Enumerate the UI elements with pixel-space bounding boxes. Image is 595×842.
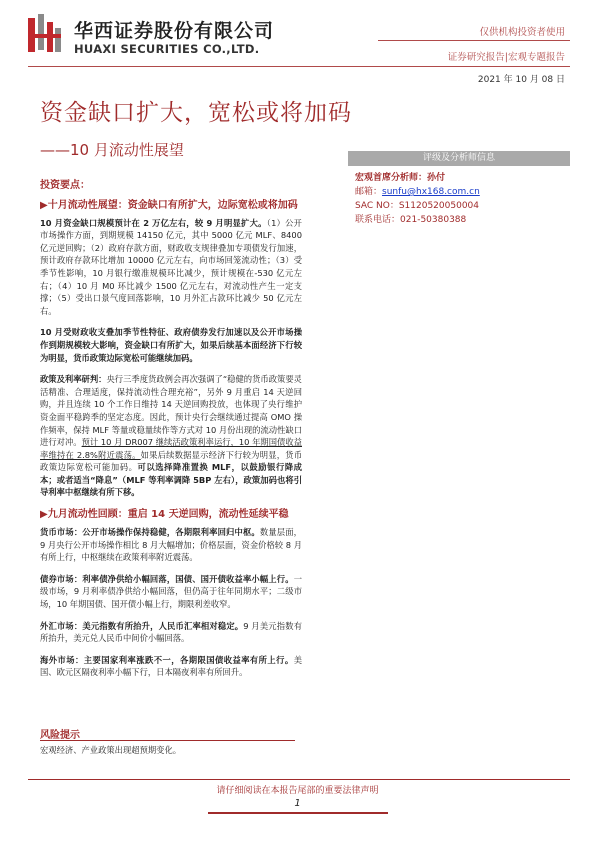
- overseas-market-lead: 海外市场：主要国家利率涨跌不一，各期限国债收益率有所上行。: [40, 654, 294, 665]
- fx-market-detail: 9 月美元指数有所抬升，美元兑人民币中间价小幅回落。: [40, 620, 302, 644]
- company-name-en: HUAXI SECURITIES CO.,LTD.: [74, 42, 260, 56]
- company-name-cn: 华西证券股份有限公司: [74, 20, 275, 42]
- legal-notice: 请仔细阅读在本报告尾部的重要法律声明: [216, 786, 379, 796]
- funding-gap-lead: 10 月资金缺口规模预计在 2 万亿左右，较 9 月明显扩大。: [40, 217, 267, 228]
- report-date: 2021 年 10 月 08 日: [477, 75, 565, 85]
- page-number: 1: [294, 798, 301, 809]
- company-logo: [28, 14, 62, 54]
- policy-label: 政策及利率研判：: [40, 374, 107, 385]
- risk-text: 宏观经济、产业政策出现超预期变化。: [40, 745, 182, 755]
- header-divider-short: [378, 40, 570, 41]
- paragraph-policy: [40, 373, 302, 499]
- money-market-detail: 数量层面，9 月央行公开市场操作相比 8 月大幅增加；价格层面，资金价格较 8 月有所上行，中枢继续在政策利率附近震荡。: [40, 527, 302, 563]
- bond-market-lead: 债券市场：利率债净供给小幅回落，国债、国开债收益率小幅上行。: [40, 573, 294, 584]
- logo-mark-icon: [28, 14, 62, 54]
- phone-label: 联系电话：: [355, 215, 401, 225]
- email-link[interactable]: sunfu@hx168.com.cn: [382, 187, 480, 197]
- section-review-title: ▶九月流动性回顾：重启 14 天逆回购，流动性延续平稳: [40, 509, 289, 521]
- analyst-panel-header: 评级及分析师信息: [348, 151, 570, 166]
- analyst-label: 宏观首席分析师：: [355, 173, 428, 183]
- paragraph-bond-market: [40, 573, 302, 611]
- risk-divider: [40, 740, 295, 741]
- paragraph-easing-outlook: 10 月受财政收支叠加季节性特征、政府债券发行加速以及公开市场操作到期规模较大影响，资金缺口有所扩大，如果后续基本面经济下行较为明显，货币政策边际宽松可能继续加码。: [40, 327, 302, 363]
- usage-note: 仅供机构投资者使用: [479, 27, 565, 38]
- analyst-info: [355, 171, 480, 227]
- funding-gap-detail: （1）公开市场操作方面，到期规模 14150 亿元，其中 5000 亿元 MLF、8400 亿元逆回购；（2）政府存款方面，财政收支规律叠加专项债发行加速，预计政府存款环比增加 10000 亿元左右，向市场回笼流动性；（3）受季节性影响，10 月银行缴准规模环比减少，预计规模在-530 亿元左右；（4）10 月 M0 环比减少 1500 亿元左右，对流动性产生一定支撑；（5）受出口景气度回落影响，10 月外汇占款环比减少 50 亿元左右。: [40, 217, 302, 316]
- policy-action: 可以选择降准置换 MLF，以鼓励银行降成本；或者适当“降息”（MLF 等利率调降 5BP 左右），政策加码也将引导利率中枢继续有所下移。: [40, 462, 302, 498]
- phone-number: 021-50380388: [400, 215, 467, 225]
- paragraph-overseas-market: [40, 654, 302, 679]
- report-title: 资金缺口扩大，宽松或将加码: [40, 100, 352, 126]
- policy-text: 央行三季度货政例会再次强调了“稳健的货币政策要灵活精准、合理适度，保持流动性合理充裕”，另外 9 月重启 14 天逆回购，并且连续 10 个工作日维持 14 天逆回购投放，也体现了央行维护资金面平稳跨季的坚定态度。因此，预计央行会继续通过提高 OMO 操作频率，保持 MLF 等量或稳量续作等方式对 10 月份出现的流动性缺口进行对冲。: [40, 374, 302, 448]
- header-divider: [28, 66, 570, 67]
- paragraph-funding-gap: [40, 217, 302, 318]
- footer-divider: [28, 779, 570, 780]
- main-content: [40, 180, 302, 688]
- money-market-lead: 货币市场：公开市场操作保持稳健，各期限利率回归中枢。: [40, 527, 260, 538]
- report-subtitle: ——10 月流动性展望: [40, 141, 184, 159]
- fx-market-lead: 外汇市场：美元指数有所抬升，人民币汇率相对稳定。: [40, 620, 244, 631]
- key-points-heading: 投资要点：: [40, 180, 90, 191]
- paragraph-money-market: [40, 526, 302, 564]
- sac-label: SAC NO：: [355, 201, 399, 211]
- paragraph-fx-market: [40, 620, 302, 645]
- policy-forecast: 预计 10 月 DR007 继续活政策利率运行，10 年期国债收益率维持在 2.8%附近震荡。: [40, 437, 302, 460]
- analyst-name: 孙付: [427, 173, 446, 183]
- page-number-underline: [208, 812, 388, 814]
- sac-number: S1120520050004: [398, 201, 479, 211]
- section-outlook-title: ▶十月流动性展望：资金缺口有所扩大，边际宽松或将加码: [40, 199, 298, 211]
- risk-heading: 风险提示: [40, 730, 80, 741]
- overseas-market-detail: 美国、欧元区隔夜利率小幅下行，日本隔夜利率有所回升。: [40, 654, 302, 678]
- email-label: 邮箱：: [355, 187, 383, 197]
- policy-text-2: 如果后续数据显示经济下行较为明显，货币政策边际宽松可能加码。: [40, 449, 302, 473]
- bond-market-detail: 一级市场，9 月利率债净供给小幅回落，但仍高于往年同期水平；二级市场，10 年期国债、国开债小幅上行，期限利差收窄。: [40, 573, 302, 610]
- report-type: 证券研究报告|宏观专题报告: [447, 52, 565, 63]
